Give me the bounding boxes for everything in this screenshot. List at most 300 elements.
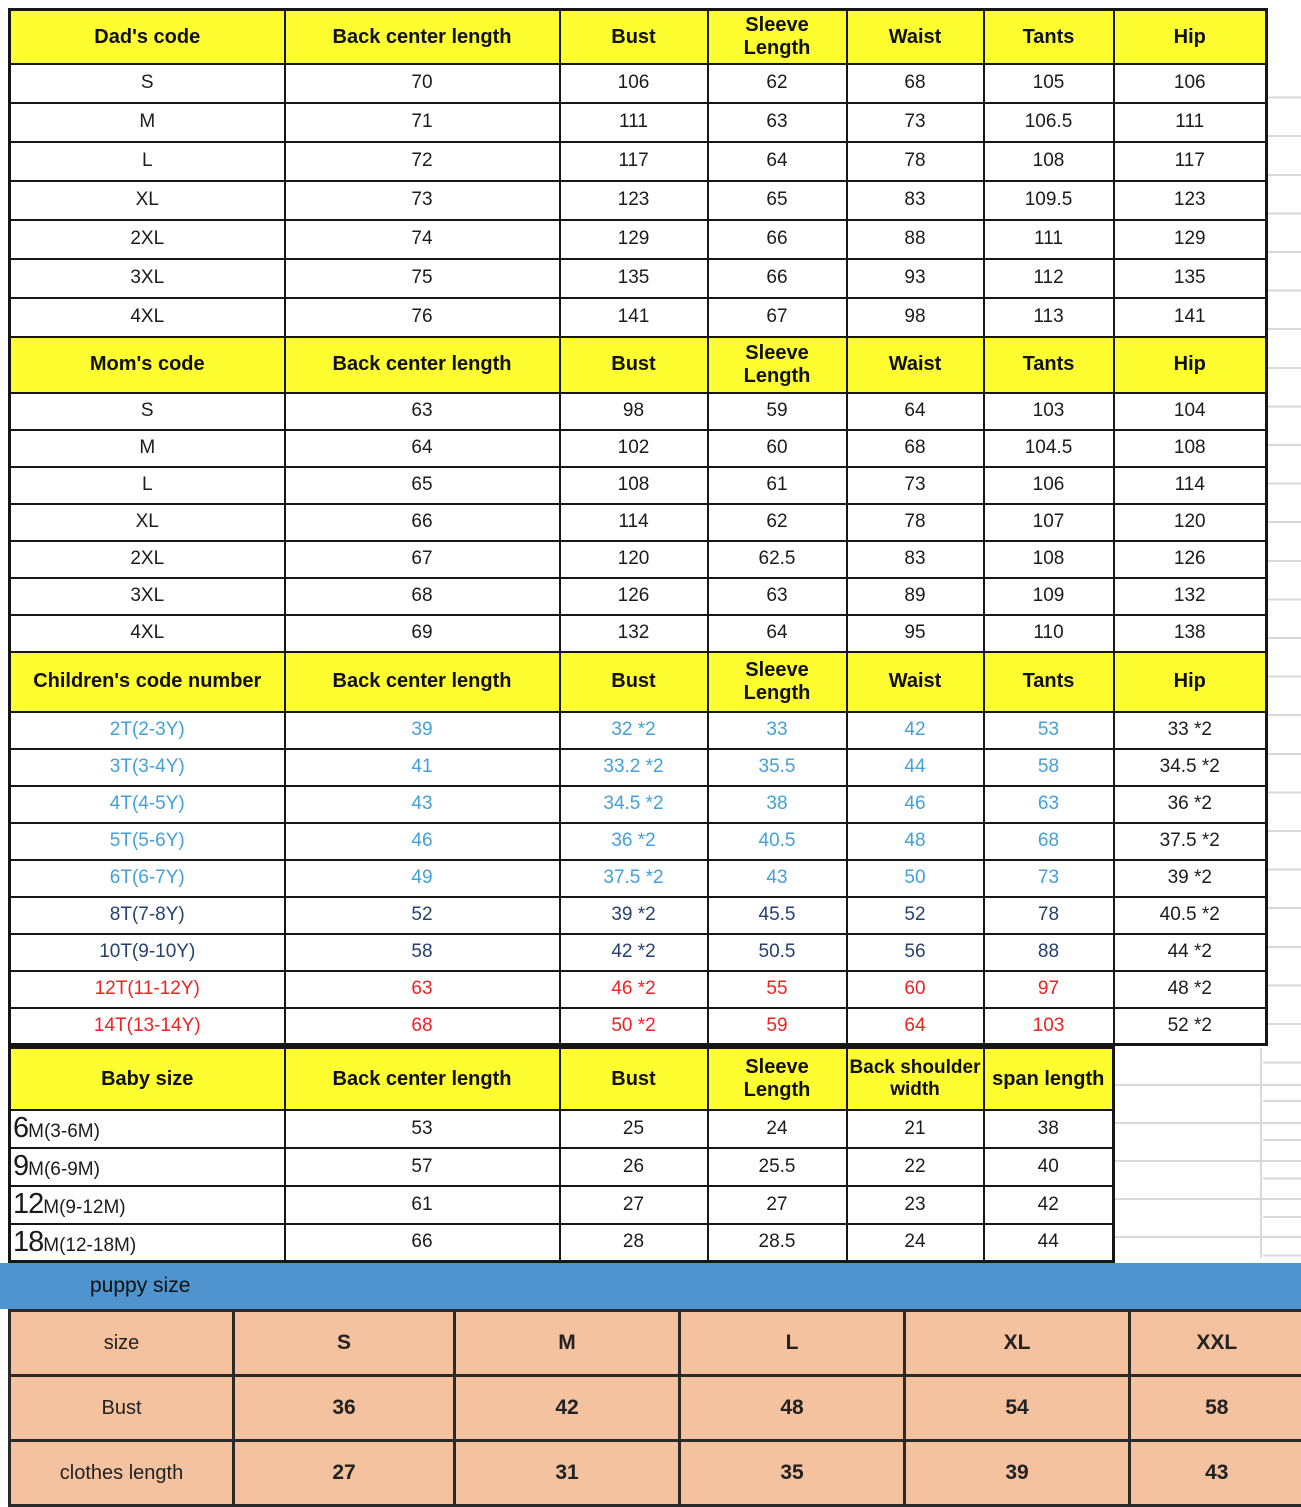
column-header	[708, 1048, 847, 1110]
table-cell: 89	[847, 578, 984, 615]
table-cell: 73	[984, 860, 1114, 897]
table-cell: 68	[847, 430, 984, 467]
table-row	[10, 1008, 1267, 1045]
table-cell: 83	[847, 181, 984, 220]
column-header-label: Waist	[889, 26, 942, 48]
table-cell: 67	[708, 298, 847, 337]
table-cell: 60	[708, 430, 847, 467]
table-cell: 63	[708, 103, 847, 142]
table-cell: 68	[847, 64, 984, 103]
header-row-children	[10, 652, 1267, 712]
table-cell: 27	[234, 1441, 455, 1506]
column-header	[1114, 652, 1267, 712]
column-header-label: Back center length	[333, 353, 512, 375]
row-label-cell	[10, 1110, 285, 1148]
table-cell: 72	[285, 142, 560, 181]
puppy-size-banner-label: puppy size	[0, 1274, 190, 1298]
table-cell: 48 *2	[1114, 971, 1267, 1008]
row-label-cell: 14T(13-14Y)	[10, 1008, 285, 1045]
baby-size-lead: 12	[13, 1188, 43, 1220]
table-cell: 78	[847, 504, 984, 541]
table-row	[10, 430, 1267, 467]
table-cell: 106	[560, 64, 708, 103]
table-row	[10, 897, 1267, 934]
column-header-label: Sleeve Length	[740, 659, 814, 704]
table-row	[10, 860, 1267, 897]
table-cell: 106.5	[984, 103, 1114, 142]
column-header-label: Sleeve Length	[740, 1056, 814, 1101]
column-header	[285, 10, 560, 64]
column-header	[560, 10, 708, 64]
row-label-cell: size	[10, 1311, 234, 1376]
column-header	[560, 652, 708, 712]
row-label-cell: 3XL	[10, 578, 285, 615]
table-cell: 108	[984, 142, 1114, 181]
table-row	[10, 1148, 1114, 1186]
column-header-label: span length	[992, 1068, 1104, 1090]
table-cell: 65	[285, 467, 560, 504]
table-cell: 33 *2	[1114, 712, 1267, 749]
table-cell: 50	[847, 860, 984, 897]
table-row	[10, 712, 1267, 749]
table-cell: 33.2 *2	[560, 749, 708, 786]
baby-size-lead: 6	[13, 1112, 28, 1144]
header-row-baby	[10, 1048, 1114, 1110]
table-cell: 114	[560, 504, 708, 541]
table-cell: 141	[560, 298, 708, 337]
table-cell: 64	[847, 393, 984, 430]
column-header	[847, 10, 984, 64]
table-cell: 123	[560, 181, 708, 220]
table-cell: 52	[847, 897, 984, 934]
table-row	[10, 749, 1267, 786]
table-cell: 61	[708, 467, 847, 504]
table-cell: 59	[708, 1008, 847, 1045]
table-cell: 42 *2	[560, 934, 708, 971]
column-header-label: Children's code number	[33, 670, 261, 692]
row-label-cell: 8T(7-8Y)	[10, 897, 285, 934]
table-cell: 36 *2	[560, 823, 708, 860]
table-cell: 78	[847, 142, 984, 181]
table-cell: 55	[708, 971, 847, 1008]
row-label-cell: 2XL	[10, 220, 285, 259]
table-cell: 56	[847, 934, 984, 971]
table-cell: 66	[285, 1224, 560, 1262]
table-cell: 65	[708, 181, 847, 220]
table-cell: 66	[285, 504, 560, 541]
column-header-label: Back center length	[333, 670, 512, 692]
table-cell: 36 *2	[1114, 786, 1267, 823]
table-cell: 75	[285, 259, 560, 298]
header-row-mom	[10, 337, 1267, 393]
table-cell: 67	[285, 541, 560, 578]
table-cell: 66	[708, 259, 847, 298]
table-cell: 64	[847, 1008, 984, 1045]
table-cell: 38	[984, 1110, 1114, 1148]
table-cell: 37.5 *2	[1114, 823, 1267, 860]
table-cell: 33	[708, 712, 847, 749]
family-size-table	[8, 8, 1268, 1046]
table-cell: 106	[1114, 64, 1267, 103]
column-header	[984, 1048, 1114, 1110]
table-cell: 73	[847, 103, 984, 142]
column-header	[560, 1048, 708, 1110]
table-cell: 40.5	[708, 823, 847, 860]
table-cell: 95	[847, 615, 984, 652]
column-header-label: Tants	[1023, 26, 1075, 48]
table-cell: 40.5 *2	[1114, 897, 1267, 934]
column-header	[1114, 10, 1267, 64]
table-cell: 88	[984, 934, 1114, 971]
table-cell: 104.5	[984, 430, 1114, 467]
row-label-cell: 6T(6-7Y)	[10, 860, 285, 897]
column-header-label: Tants	[1023, 670, 1075, 692]
table-row	[10, 934, 1267, 971]
table-cell: 22	[847, 1148, 984, 1186]
table-cell: 108	[560, 467, 708, 504]
table-cell: 45.5	[708, 897, 847, 934]
table-cell: 111	[1114, 103, 1267, 142]
table-cell: 132	[1114, 578, 1267, 615]
table-cell: 64	[708, 615, 847, 652]
table-cell: 97	[984, 971, 1114, 1008]
table-cell: 42	[984, 1186, 1114, 1224]
table-cell: 42	[455, 1376, 680, 1441]
table-row	[10, 823, 1267, 860]
table-cell: 32 *2	[560, 712, 708, 749]
table-row	[10, 1441, 1301, 1506]
table-cell: 73	[285, 181, 560, 220]
table-row	[10, 504, 1267, 541]
table-cell: 63	[708, 578, 847, 615]
table-cell: 108	[1114, 430, 1267, 467]
column-header-label: Sleeve Length	[740, 14, 814, 59]
table-cell: 107	[984, 504, 1114, 541]
row-label-cell: XL	[10, 181, 285, 220]
table-row	[10, 578, 1267, 615]
table-row	[10, 971, 1267, 1008]
table-cell: 120	[1114, 504, 1267, 541]
table-cell: 58	[285, 934, 560, 971]
table-cell: 35	[680, 1441, 905, 1506]
baby-size-lead: 18	[13, 1226, 43, 1258]
table-cell: 25.5	[708, 1148, 847, 1186]
table-cell: 46	[847, 786, 984, 823]
column-header-label: Baby size	[101, 1068, 193, 1090]
table-cell: 103	[984, 1008, 1114, 1045]
table-cell: 38	[708, 786, 847, 823]
column-header-label: Bust	[611, 1068, 655, 1090]
table-cell: L	[680, 1311, 905, 1376]
table-cell: 62.5	[708, 541, 847, 578]
table-row	[10, 615, 1267, 652]
puppy-size-banner	[0, 1263, 1301, 1309]
row-label-cell: 4XL	[10, 298, 285, 337]
table-row	[10, 786, 1267, 823]
table-cell: 27	[708, 1186, 847, 1224]
table-cell: 63	[984, 786, 1114, 823]
table-cell: 68	[285, 1008, 560, 1045]
table-cell: 61	[285, 1186, 560, 1224]
row-label-cell: XL	[10, 504, 285, 541]
column-header	[984, 10, 1114, 64]
table-row	[10, 220, 1267, 259]
table-cell: 68	[984, 823, 1114, 860]
table-cell: 76	[285, 298, 560, 337]
table-cell: 24	[847, 1224, 984, 1262]
column-header-label: Back center length	[333, 1068, 512, 1090]
baby-size-rest: M(3-6M)	[28, 1121, 100, 1142]
column-header-label: Sleeve Length	[740, 342, 814, 387]
spreadsheet-gridlines-baby	[1110, 1048, 1301, 1258]
table-row	[10, 541, 1267, 578]
table-cell: 46 *2	[560, 971, 708, 1008]
table-cell: 62	[708, 504, 847, 541]
baby-size-table	[8, 1046, 1115, 1263]
table-row	[10, 1376, 1301, 1441]
table-cell: 48	[847, 823, 984, 860]
table-cell: 50.5	[708, 934, 847, 971]
table-cell: 129	[560, 220, 708, 259]
table-cell: 21	[847, 1110, 984, 1148]
baby-size-rest: M(6-9M)	[28, 1159, 100, 1180]
table-cell: 63	[285, 971, 560, 1008]
row-label-cell: 2T(2-3Y)	[10, 712, 285, 749]
baby-size-rest: M(9-12M)	[43, 1197, 125, 1218]
row-label-cell: L	[10, 467, 285, 504]
table-cell: 24	[708, 1110, 847, 1148]
table-cell: 43	[708, 860, 847, 897]
row-label-cell: S	[10, 64, 285, 103]
table-cell: 52	[285, 897, 560, 934]
row-label-cell: 4T(4-5Y)	[10, 786, 285, 823]
table-cell: 104	[1114, 393, 1267, 430]
table-cell: 63	[285, 393, 560, 430]
table-cell: 78	[984, 897, 1114, 934]
table-cell: 126	[1114, 541, 1267, 578]
table-cell: 109	[984, 578, 1114, 615]
table-cell: 41	[285, 749, 560, 786]
table-cell: 109.5	[984, 181, 1114, 220]
table-cell: 54	[905, 1376, 1130, 1441]
column-header-label: Bust	[611, 26, 655, 48]
table-row	[10, 1110, 1114, 1148]
table-cell: 83	[847, 541, 984, 578]
table-row	[10, 1186, 1114, 1224]
column-header	[847, 1048, 984, 1110]
table-row	[10, 298, 1267, 337]
table-cell: 53	[984, 712, 1114, 749]
table-cell: 120	[560, 541, 708, 578]
table-cell: 44	[984, 1224, 1114, 1262]
table-cell: 58	[984, 749, 1114, 786]
row-label-cell: 5T(5-6Y)	[10, 823, 285, 860]
row-label-cell: M	[10, 430, 285, 467]
row-label-cell: 3T(3-4Y)	[10, 749, 285, 786]
table-cell: 114	[1114, 467, 1267, 504]
table-cell: 113	[984, 298, 1114, 337]
table-cell: 98	[560, 393, 708, 430]
table-cell: 111	[984, 220, 1114, 259]
table-cell: 53	[285, 1110, 560, 1148]
table-cell: 62	[708, 64, 847, 103]
column-header	[285, 337, 560, 393]
table-row	[10, 181, 1267, 220]
row-label-cell	[10, 1186, 285, 1224]
row-label-cell	[10, 1148, 285, 1186]
table-cell: 34.5 *2	[1114, 749, 1267, 786]
table-cell: 88	[847, 220, 984, 259]
table-cell: 68	[285, 578, 560, 615]
column-header-label: Back center length	[333, 26, 512, 48]
table-cell: 59	[708, 393, 847, 430]
table-cell: 141	[1114, 298, 1267, 337]
table-cell: 26	[560, 1148, 708, 1186]
column-header	[708, 337, 847, 393]
table-cell: 49	[285, 860, 560, 897]
row-label-cell: S	[10, 393, 285, 430]
column-header-label: Hip	[1174, 670, 1206, 692]
table-cell: XL	[905, 1311, 1130, 1376]
table-cell: 93	[847, 259, 984, 298]
row-label-cell: M	[10, 103, 285, 142]
column-header	[10, 652, 285, 712]
table-cell: 102	[560, 430, 708, 467]
table-cell: 46	[285, 823, 560, 860]
column-header	[10, 1048, 285, 1110]
column-header	[560, 337, 708, 393]
table-row	[10, 393, 1267, 430]
table-cell: 123	[1114, 181, 1267, 220]
table-cell: 44	[847, 749, 984, 786]
row-label-cell: clothes length	[10, 1441, 234, 1506]
table-cell: 105	[984, 64, 1114, 103]
table-cell: 50 *2	[560, 1008, 708, 1045]
row-label-cell: 10T(9-10Y)	[10, 934, 285, 971]
table-cell: 57	[285, 1148, 560, 1186]
table-cell: 110	[984, 615, 1114, 652]
table-cell: 112	[984, 259, 1114, 298]
row-label-cell: 2XL	[10, 541, 285, 578]
table-cell: 70	[285, 64, 560, 103]
table-cell: S	[234, 1311, 455, 1376]
column-header	[10, 10, 285, 64]
table-cell: 42	[847, 712, 984, 749]
column-header	[847, 337, 984, 393]
table-cell: 64	[708, 142, 847, 181]
column-header	[10, 337, 285, 393]
column-header-label: Hip	[1174, 353, 1206, 375]
table-cell: 35.5	[708, 749, 847, 786]
table-row	[10, 467, 1267, 504]
table-cell: 132	[560, 615, 708, 652]
baby-size-rest: M(12-18M)	[43, 1235, 136, 1256]
column-header	[285, 652, 560, 712]
table-cell: 66	[708, 220, 847, 259]
table-cell: 111	[560, 103, 708, 142]
table-cell: 25	[560, 1110, 708, 1148]
table-cell: 135	[560, 259, 708, 298]
row-label-cell: 12T(11-12Y)	[10, 971, 285, 1008]
table-row	[10, 64, 1267, 103]
table-cell: 135	[1114, 259, 1267, 298]
table-row	[10, 1311, 1301, 1376]
table-cell: 39 *2	[1114, 860, 1267, 897]
column-header	[1114, 337, 1267, 393]
table-row	[10, 259, 1267, 298]
table-cell: 126	[560, 578, 708, 615]
column-header	[285, 1048, 560, 1110]
column-header	[708, 10, 847, 64]
table-cell: 108	[984, 541, 1114, 578]
baby-size-lead: 9	[13, 1150, 28, 1182]
row-label-cell: Bust	[10, 1376, 234, 1441]
table-cell: 23	[847, 1186, 984, 1224]
table-cell: 117	[1114, 142, 1267, 181]
table-cell: 117	[560, 142, 708, 181]
table-cell: M	[455, 1311, 680, 1376]
table-cell: 37.5 *2	[560, 860, 708, 897]
table-row	[10, 1224, 1114, 1262]
column-header-label: Bust	[611, 353, 655, 375]
column-header-label: Dad's code	[94, 26, 200, 48]
table-cell: 44 *2	[1114, 934, 1267, 971]
column-header-label: Mom's code	[90, 353, 205, 375]
table-cell: XXL	[1130, 1311, 1301, 1376]
table-cell: 129	[1114, 220, 1267, 259]
row-label-cell: 3XL	[10, 259, 285, 298]
table-cell: 28.5	[708, 1224, 847, 1262]
column-header	[984, 337, 1114, 393]
column-header	[847, 652, 984, 712]
table-cell: 43	[285, 786, 560, 823]
table-cell: 103	[984, 393, 1114, 430]
table-cell: 60	[847, 971, 984, 1008]
table-cell: 138	[1114, 615, 1267, 652]
column-header-label: Waist	[889, 670, 942, 692]
table-cell: 64	[285, 430, 560, 467]
table-cell: 73	[847, 467, 984, 504]
column-header-label: Hip	[1174, 26, 1206, 48]
table-cell: 27	[560, 1186, 708, 1224]
column-header-label: Waist	[889, 353, 942, 375]
table-cell: 28	[560, 1224, 708, 1262]
column-header-label: Tants	[1023, 353, 1075, 375]
table-cell: 71	[285, 103, 560, 142]
puppy-size-table	[8, 1309, 1301, 1507]
table-cell: 40	[984, 1148, 1114, 1186]
row-label-cell	[10, 1224, 285, 1262]
row-label-cell: 4XL	[10, 615, 285, 652]
table-cell: 58	[1130, 1376, 1301, 1441]
table-row	[10, 103, 1267, 142]
table-cell: 39 *2	[560, 897, 708, 934]
column-header-label: Bust	[611, 670, 655, 692]
row-label-cell: L	[10, 142, 285, 181]
table-cell: 69	[285, 615, 560, 652]
table-cell: 39	[285, 712, 560, 749]
table-cell: 31	[455, 1441, 680, 1506]
header-row-dad	[10, 10, 1267, 64]
table-cell: 39	[905, 1441, 1130, 1506]
table-cell: 52 *2	[1114, 1008, 1267, 1045]
table-cell: 74	[285, 220, 560, 259]
column-header-label: Back shoulder width	[848, 1057, 983, 1100]
column-header	[984, 652, 1114, 712]
table-cell: 48	[680, 1376, 905, 1441]
table-cell: 106	[984, 467, 1114, 504]
table-cell: 36	[234, 1376, 455, 1441]
